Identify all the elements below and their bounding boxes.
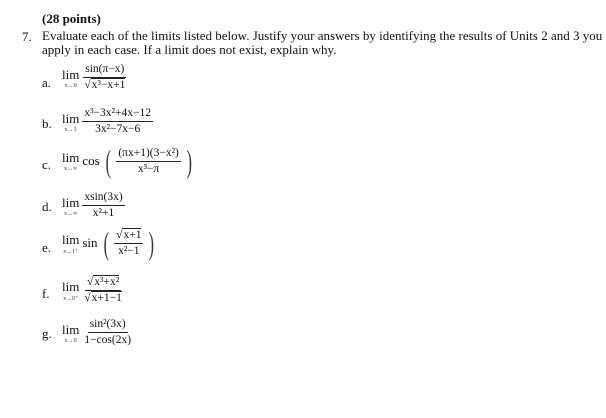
left-paren: ( bbox=[105, 143, 111, 179]
denominator bbox=[82, 78, 127, 92]
denominator: x³−π bbox=[137, 162, 160, 175]
numerator: x³−3x²+4x−12 bbox=[82, 107, 153, 122]
numerator bbox=[114, 229, 143, 244]
lim-subscript: x→0⁺ bbox=[63, 296, 79, 302]
radicand: x+1−1 bbox=[91, 292, 122, 304]
fraction bbox=[82, 63, 127, 92]
question-instructions bbox=[42, 29, 602, 57]
denominator: x²+1 bbox=[92, 207, 115, 219]
instructions-line-1: Evaluate each of the limits listed below. Justify your answers by identifying the results of Units 2 and 3 you bbox=[42, 28, 603, 43]
instructions-line-2: apply in each case. If a limit does not exist, explain why. bbox=[42, 42, 337, 57]
part-g-expression bbox=[62, 318, 133, 347]
part-e-expression bbox=[62, 225, 157, 261]
radical-sign: √ bbox=[84, 292, 91, 304]
cos-function: cos bbox=[82, 153, 100, 168]
part-d-label: d. bbox=[42, 199, 52, 214]
part-d-expression bbox=[62, 191, 125, 220]
part-b-expression bbox=[62, 107, 153, 136]
fraction bbox=[82, 107, 153, 136]
radicand: x³−x+1 bbox=[91, 79, 126, 91]
fraction bbox=[82, 191, 124, 220]
fraction bbox=[114, 229, 143, 258]
question-number: 7. bbox=[22, 29, 32, 44]
numerator: xsin(3x) bbox=[82, 191, 124, 206]
numerator: sin²(3x) bbox=[88, 318, 128, 333]
lim-operator: lim bbox=[62, 321, 80, 337]
denominator: x²−1 bbox=[118, 244, 140, 257]
part-a-label: a. bbox=[42, 75, 52, 90]
lim-subscript: x→∞ bbox=[64, 210, 78, 217]
lim-subscript: x→0 bbox=[64, 82, 77, 89]
numerator: sin(π−x) bbox=[83, 63, 126, 78]
right-paren: ) bbox=[149, 225, 155, 261]
fraction bbox=[116, 147, 181, 176]
radicand: x³+x² bbox=[94, 276, 120, 288]
points-heading: (28 points) bbox=[42, 11, 101, 26]
numerator: (πx+1)(3−x²) bbox=[116, 147, 181, 162]
fraction bbox=[82, 276, 124, 305]
part-a-expression bbox=[62, 63, 127, 92]
denominator: 1−cos(2x) bbox=[84, 334, 132, 346]
lim-subscript: x→∞ bbox=[64, 166, 78, 172]
left-paren: ( bbox=[103, 225, 109, 261]
denominator: 3x²−7x−6 bbox=[95, 123, 141, 135]
radical-sign: √ bbox=[84, 79, 91, 91]
lim-subscript: x→0 bbox=[64, 337, 77, 344]
part-c-expression bbox=[62, 143, 195, 179]
part-b-label: b. bbox=[42, 116, 52, 131]
right-paren: ) bbox=[186, 143, 192, 179]
part-g-label: g. bbox=[42, 326, 52, 341]
part-f-expression bbox=[62, 276, 124, 305]
part-e-label: e. bbox=[42, 240, 52, 255]
radicand: x+1 bbox=[123, 228, 142, 241]
part-c-label: c. bbox=[42, 157, 52, 172]
lim-operator: lim bbox=[62, 66, 80, 82]
lim-operator: lim bbox=[62, 150, 80, 165]
radical-sign: √ bbox=[116, 228, 123, 241]
lim-operator: lim bbox=[62, 194, 80, 210]
lim-subscript: x→3 bbox=[64, 126, 77, 133]
lim-operator: lim bbox=[62, 110, 80, 126]
denominator bbox=[82, 291, 124, 305]
lim-operator: lim bbox=[62, 231, 80, 247]
numerator bbox=[85, 276, 121, 291]
lim-subscript: x→1⁺ bbox=[63, 248, 79, 255]
fraction bbox=[82, 318, 133, 347]
part-f-label: f. bbox=[42, 286, 50, 301]
radical-sign: √ bbox=[87, 276, 94, 288]
sin-function: sin bbox=[82, 235, 98, 250]
lim-operator: lim bbox=[62, 279, 80, 294]
